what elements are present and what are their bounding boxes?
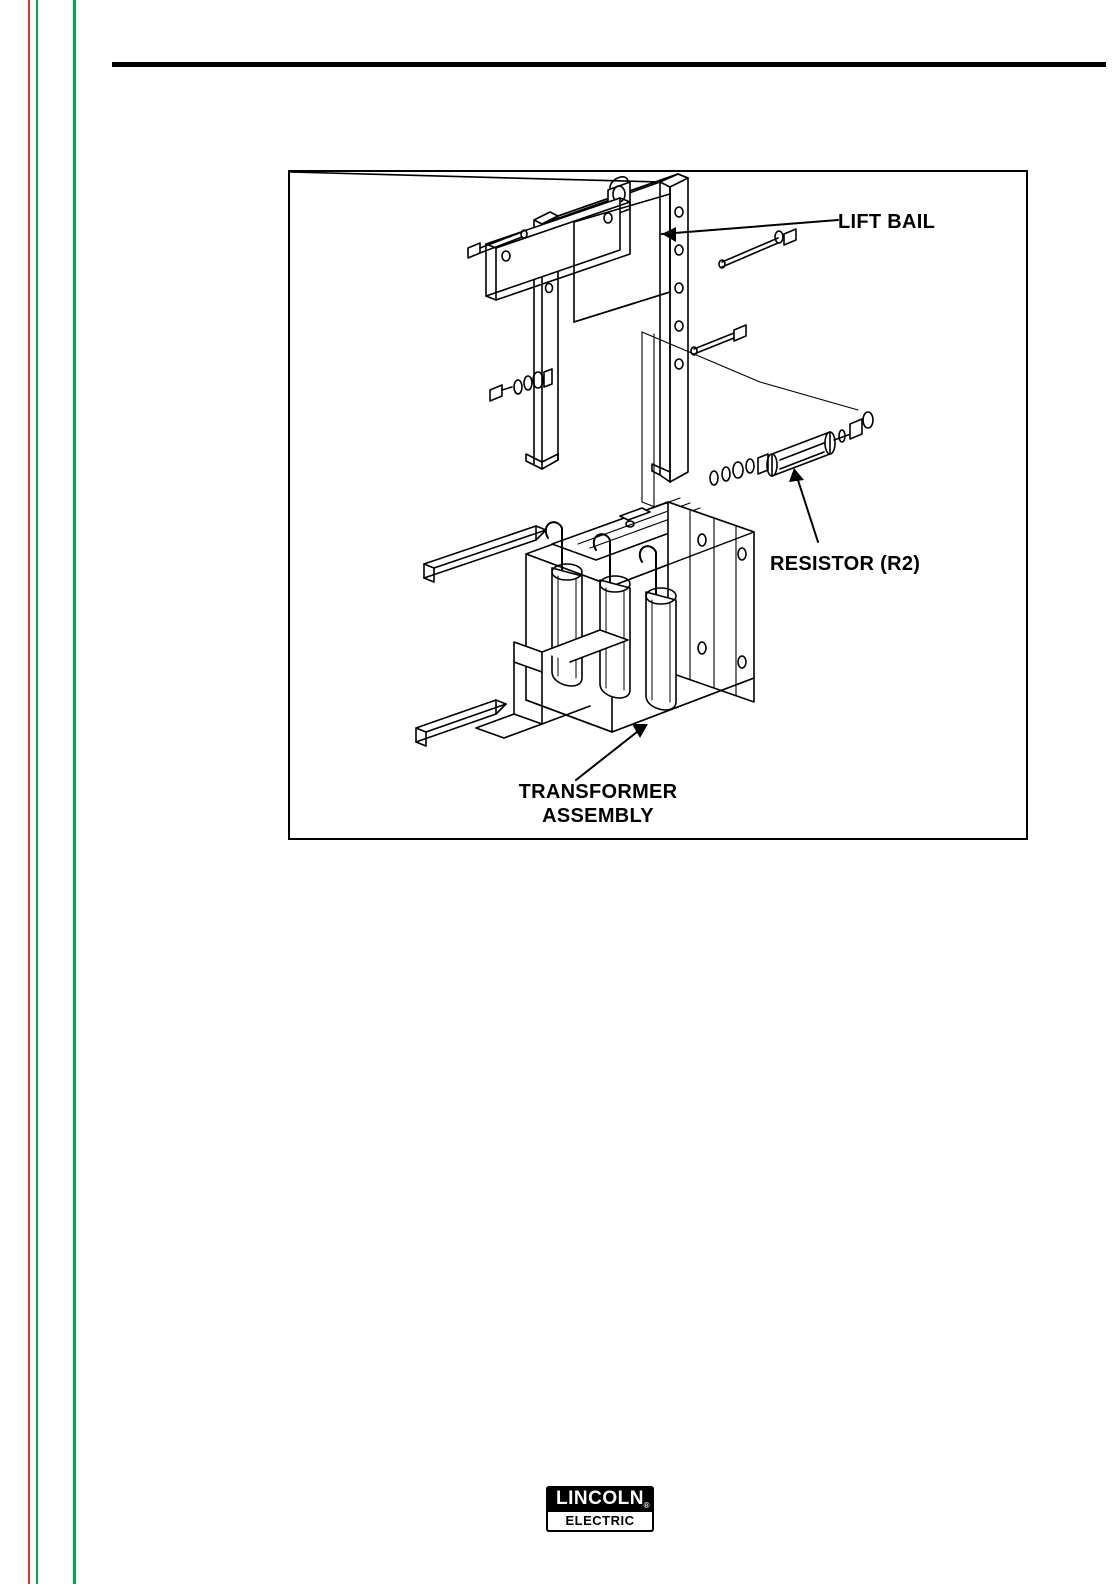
- edge-bar-green-left: [36, 0, 38, 1584]
- header-rule: [112, 62, 1106, 67]
- edge-bar-green-right: [73, 0, 76, 1584]
- callout-resistor: RESISTOR (R2): [770, 553, 921, 575]
- lincoln-electric-logo: [546, 1486, 654, 1534]
- callout-transformer-line2: ASSEMBLY: [542, 805, 654, 828]
- figure-frame: [288, 170, 1028, 840]
- callout-lift-bail: LIFT BAIL: [838, 211, 936, 233]
- logo-wordmark-top: [546, 1486, 654, 1512]
- callout-transformer-assembly: [488, 780, 708, 829]
- assembly-drawing: [290, 172, 1026, 838]
- logo-wordmark-bottom: ELECTRIC: [546, 1512, 654, 1532]
- registered-trademark-icon: ®: [643, 1501, 650, 1510]
- callout-transformer-line1: TRANSFORMER: [518, 781, 678, 803]
- edge-bar-red: [28, 0, 30, 1584]
- logo-lincoln-text: LINCOLN: [556, 1488, 644, 1509]
- page-edge-bars: [0, 0, 76, 1584]
